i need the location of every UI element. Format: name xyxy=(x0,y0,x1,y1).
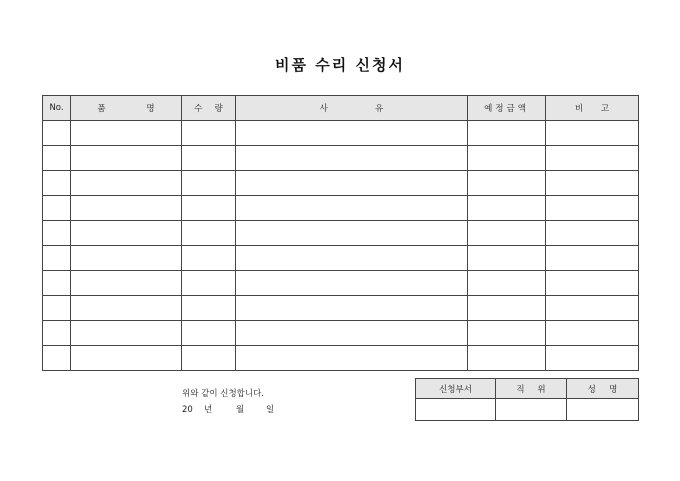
cell-no[interactable] xyxy=(43,221,71,246)
sign-position-field[interactable] xyxy=(496,399,567,421)
cell-no[interactable] xyxy=(43,271,71,296)
cell-reason[interactable] xyxy=(236,221,468,246)
cell-no[interactable] xyxy=(43,246,71,271)
table-row xyxy=(43,121,639,146)
date-year: 20 xyxy=(182,405,193,415)
cell-no[interactable] xyxy=(43,346,71,371)
table-row xyxy=(43,221,639,246)
cell-reason[interactable] xyxy=(236,296,468,321)
cell-item[interactable] xyxy=(71,296,182,321)
cell-note[interactable] xyxy=(546,271,639,296)
table-row xyxy=(43,346,639,371)
cell-no[interactable] xyxy=(43,296,71,321)
cell-item[interactable] xyxy=(71,246,182,271)
request-table xyxy=(42,95,639,371)
cell-note[interactable] xyxy=(546,321,639,346)
cell-amount[interactable] xyxy=(468,221,546,246)
cell-item[interactable] xyxy=(71,346,182,371)
cell-amount[interactable] xyxy=(468,146,546,171)
cell-note[interactable] xyxy=(546,246,639,271)
cell-qty[interactable] xyxy=(182,271,236,296)
header-no: No. xyxy=(43,96,71,121)
cell-qty[interactable] xyxy=(182,196,236,221)
declaration xyxy=(182,386,274,418)
cell-qty[interactable] xyxy=(182,246,236,271)
cell-no[interactable] xyxy=(43,146,71,171)
declaration-text: 위와 같이 신청합니다. xyxy=(182,389,265,399)
cell-item[interactable] xyxy=(71,196,182,221)
table-row xyxy=(43,321,639,346)
cell-reason[interactable] xyxy=(236,121,468,146)
sign-dept-label: 신청부서 xyxy=(416,379,496,399)
cell-reason[interactable] xyxy=(236,196,468,221)
cell-item[interactable] xyxy=(71,271,182,296)
table-row xyxy=(43,146,639,171)
signature-table xyxy=(415,378,639,421)
cell-amount[interactable] xyxy=(468,346,546,371)
cell-reason[interactable] xyxy=(236,321,468,346)
cell-reason[interactable] xyxy=(236,246,468,271)
header-note: 비 고 xyxy=(546,96,639,121)
cell-reason[interactable] xyxy=(236,146,468,171)
cell-note[interactable] xyxy=(546,296,639,321)
date-month-label: 월 xyxy=(236,405,245,415)
sign-name-label: 성 명 xyxy=(567,379,639,399)
cell-note[interactable] xyxy=(546,196,639,221)
table-row xyxy=(43,171,639,196)
cell-item[interactable] xyxy=(71,171,182,196)
cell-item[interactable] xyxy=(71,221,182,246)
header-qty: 수 량 xyxy=(182,96,236,121)
cell-qty[interactable] xyxy=(182,321,236,346)
sign-name-field[interactable] xyxy=(567,399,639,421)
header-reason: 사 유 xyxy=(236,96,468,121)
document-title: 비품 수리 신청서 xyxy=(275,56,405,74)
header-row xyxy=(43,96,639,121)
cell-qty[interactable] xyxy=(182,296,236,321)
cell-qty[interactable] xyxy=(182,346,236,371)
table-row xyxy=(43,271,639,296)
cell-note[interactable] xyxy=(546,121,639,146)
cell-reason[interactable] xyxy=(236,171,468,196)
cell-item[interactable] xyxy=(71,146,182,171)
cell-item[interactable] xyxy=(71,321,182,346)
cell-amount[interactable] xyxy=(468,121,546,146)
cell-note[interactable] xyxy=(546,171,639,196)
date-line xyxy=(182,402,274,418)
cell-note[interactable] xyxy=(546,146,639,171)
sign-position-label: 직 위 xyxy=(496,379,567,399)
cell-amount[interactable] xyxy=(468,171,546,196)
cell-amount[interactable] xyxy=(468,296,546,321)
cell-no[interactable] xyxy=(43,171,71,196)
cell-qty[interactable] xyxy=(182,121,236,146)
cell-no[interactable] xyxy=(43,196,71,221)
cell-reason[interactable] xyxy=(236,346,468,371)
cell-amount[interactable] xyxy=(468,196,546,221)
cell-note[interactable] xyxy=(546,346,639,371)
header-item: 품 명 xyxy=(71,96,182,121)
table-row xyxy=(43,296,639,321)
cell-qty[interactable] xyxy=(182,146,236,171)
cell-amount[interactable] xyxy=(468,246,546,271)
header-amount: 예정금액 xyxy=(468,96,546,121)
cell-no[interactable] xyxy=(43,121,71,146)
cell-reason[interactable] xyxy=(236,271,468,296)
cell-amount[interactable] xyxy=(468,321,546,346)
date-year-label: 년 xyxy=(204,405,213,415)
cell-qty[interactable] xyxy=(182,221,236,246)
cell-qty[interactable] xyxy=(182,171,236,196)
cell-no[interactable] xyxy=(43,321,71,346)
sign-dept-field[interactable] xyxy=(416,399,496,421)
date-day-label: 일 xyxy=(266,405,275,415)
cell-note[interactable] xyxy=(546,221,639,246)
table-row xyxy=(43,196,639,221)
cell-amount[interactable] xyxy=(468,271,546,296)
table-row xyxy=(43,246,639,271)
cell-item[interactable] xyxy=(71,121,182,146)
